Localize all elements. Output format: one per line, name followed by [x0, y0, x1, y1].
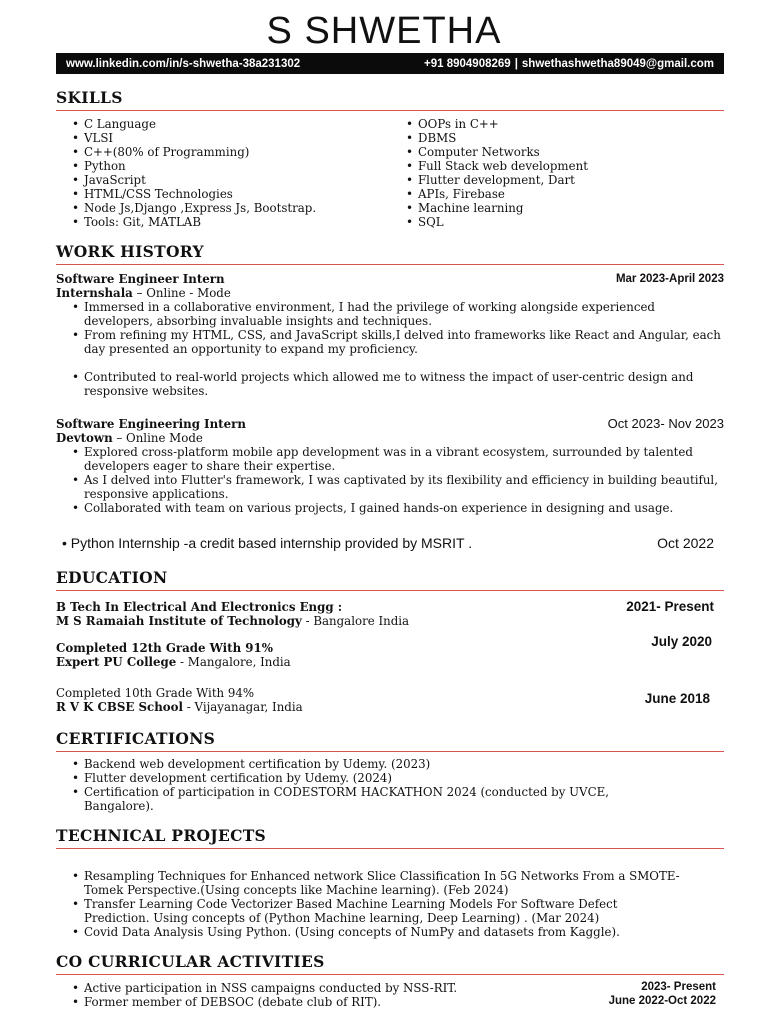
skill-item: • JavaScript	[56, 173, 390, 187]
education-school: R V K CBSE School	[56, 700, 184, 714]
contact-separator: |	[514, 57, 518, 70]
education-degree: Completed 10th Grade With 94%	[56, 686, 255, 700]
job-bullet: • Explored cross-platform mobile app development was in a vibrant ecosystem, surrounded by talented developers eager to share their expertise.	[56, 445, 724, 473]
education-details	[56, 600, 409, 628]
job-bullet: • Immersed in a collaborative environment, I had the privilege of working alongside experienced developers, absorbing invaluable insights and techniques.	[56, 300, 724, 328]
job-header	[56, 417, 724, 431]
skill-item: • Python	[56, 159, 390, 173]
skill-item: • OOPs in C++	[390, 117, 724, 131]
job-bullet: • Collaborated with team on various projects, I gained hands-on experience in designing and usage.	[56, 501, 724, 515]
skill-item: • Node Js,Django ,Express Js, Bootstrap.	[56, 201, 390, 215]
job-bullets	[56, 445, 724, 515]
certifications-heading: CERTIFICATIONS	[56, 729, 724, 752]
education-place: - Vijayanagar, India	[183, 700, 303, 714]
education-school: M S Ramaiah Institute of Technology	[56, 614, 302, 628]
education-place: - Bangalore India	[301, 614, 410, 628]
education-entry	[56, 600, 724, 628]
job-mode: – Online - Mode	[132, 286, 231, 300]
certifications-section	[56, 729, 724, 813]
cocurricular-list	[56, 981, 724, 1009]
education-date: 2021- Present	[626, 599, 714, 614]
linkedin-link[interactable]: www.linkedin.com/in/s-shwetha-38a231302	[66, 57, 301, 70]
skill-item: • C Language	[56, 117, 390, 131]
education-degree: B Tech In Electrical And Electronics Engg :	[56, 600, 343, 614]
candidate-name: S SHWETHA	[266, 10, 502, 52]
cocurricular-date: June 2022-Oct 2022	[608, 995, 716, 1007]
python-bullet: •	[62, 535, 67, 551]
job-company-line	[56, 286, 724, 300]
skill-item: • Machine learning	[390, 201, 724, 215]
job-date: Oct 2023- Nov 2023	[607, 416, 724, 431]
python-internship-desc: -a credit based internship provided by MSRIT .	[179, 535, 473, 551]
projects-list	[56, 869, 724, 939]
job-bullets	[56, 300, 724, 398]
education-place: - Mangalore, India	[176, 655, 291, 669]
job-company-line	[56, 431, 724, 445]
education-school: Expert PU College	[56, 655, 177, 669]
skill-item: • Full Stack web development	[390, 159, 724, 173]
job-date: Mar 2023-April 2023	[615, 273, 724, 285]
education-date: July 2020	[651, 634, 712, 649]
email-link[interactable]: shwethashwetha89049@gmail.com	[521, 57, 714, 70]
contact-right	[424, 58, 714, 70]
skills-columns	[56, 117, 724, 229]
education-details	[56, 641, 291, 669]
certification-item: • Certification of participation in CODESTORM HACKATHON 2024 (conducted by UVCE, Bangalore).	[56, 785, 664, 813]
skill-item: • SQL	[390, 215, 724, 229]
python-internship-line	[56, 535, 724, 551]
job-company: Devtown	[56, 431, 113, 445]
cocurricular-date: 2023- Present	[641, 981, 716, 993]
job-company: Internshala	[56, 286, 133, 300]
certification-item: • Flutter development certification by Udemy. (2024)	[56, 771, 664, 785]
python-internship-title: Python Internship	[70, 535, 180, 551]
skill-item: • APIs, Firebase	[390, 187, 724, 201]
education-section	[56, 568, 724, 714]
skills-section	[56, 88, 724, 229]
work-history-heading: WORK HISTORY	[56, 242, 724, 265]
cocurricular-entry	[56, 995, 724, 1009]
education-heading: EDUCATION	[56, 568, 724, 591]
contact-bar	[56, 53, 724, 74]
skill-item: • VLSI	[56, 131, 390, 145]
skills-right-list	[390, 117, 724, 229]
project-item: • Covid Data Analysis Using Python. (Using concepts of NumPy and datasets from Kaggle).	[56, 925, 684, 939]
education-date: June 2018	[644, 691, 710, 706]
job-entry	[56, 417, 724, 515]
skill-item: • HTML/CSS Technologies	[56, 187, 390, 201]
skill-item: • Tools: Git, MATLAB	[56, 215, 390, 229]
job-bullet: • Contributed to real-world projects which allowed me to witness the impact of user-centric design and responsive websites.	[56, 370, 724, 398]
technical-projects-heading: TECHNICAL PROJECTS	[56, 826, 724, 849]
education-entry	[56, 686, 724, 714]
certifications-list	[56, 757, 724, 813]
job-entry	[56, 272, 724, 398]
skill-item: • DBMS	[390, 131, 724, 145]
technical-projects-section	[56, 826, 724, 939]
skill-item: • Flutter development, Dart	[390, 173, 724, 187]
education-degree: Completed 12th Grade With 91%	[56, 641, 273, 655]
job-mode: – Online Mode	[112, 431, 203, 445]
job-role: Software Engineer Intern	[56, 272, 225, 286]
certification-item: • Backend web development certification by Udemy. (2023)	[56, 757, 664, 771]
cocurricular-section	[56, 952, 724, 1009]
job-role: Software Engineering Intern	[56, 417, 246, 431]
cocurricular-heading: CO CURRICULAR ACTIVITIES	[56, 952, 724, 975]
job-bullet: • As I delved into Flutter's framework, I was captivated by its flexibility and efficiency in building beautiful, responsive applications.	[56, 473, 724, 501]
skills-left-list	[56, 117, 390, 229]
cocurricular-item: • Active participation in NSS campaigns conducted by NSS-RIT.	[56, 981, 641, 995]
skills-heading: SKILLS	[56, 88, 724, 111]
project-item: • Transfer Learning Code Vectorizer Based Machine Learning Models For Software Defect Prediction. Using concepts of (Python Machine learning, Deep Learning) . (Mar 2024)	[56, 897, 684, 925]
project-item: • Resampling Techniques for Enhanced network Slice Classification In 5G Networks From a SMOTE-Tomek Perspective.(Using concepts like Machine learning). (Feb 2024)	[56, 869, 684, 897]
cocurricular-item: • Former member of DEBSOC (debate club of RIT).	[56, 995, 609, 1009]
python-internship-date: Oct 2022	[657, 535, 714, 551]
cocurricular-entry	[56, 981, 724, 995]
job-header	[56, 272, 724, 286]
job-bullet: • From refining my HTML, CSS, and JavaScript skills,I delved into frameworks like React and Angular, each day presented an opportunity to expand my proficiency.	[56, 328, 724, 356]
phone-number: +91 8904908269	[424, 57, 511, 70]
skill-item: • C++(80% of Programming)	[56, 145, 390, 159]
education-details	[56, 686, 303, 714]
education-entry	[56, 634, 724, 669]
python-internship-text	[62, 535, 472, 551]
work-history-section	[56, 242, 724, 551]
skill-item: • Computer Networks	[390, 145, 724, 159]
